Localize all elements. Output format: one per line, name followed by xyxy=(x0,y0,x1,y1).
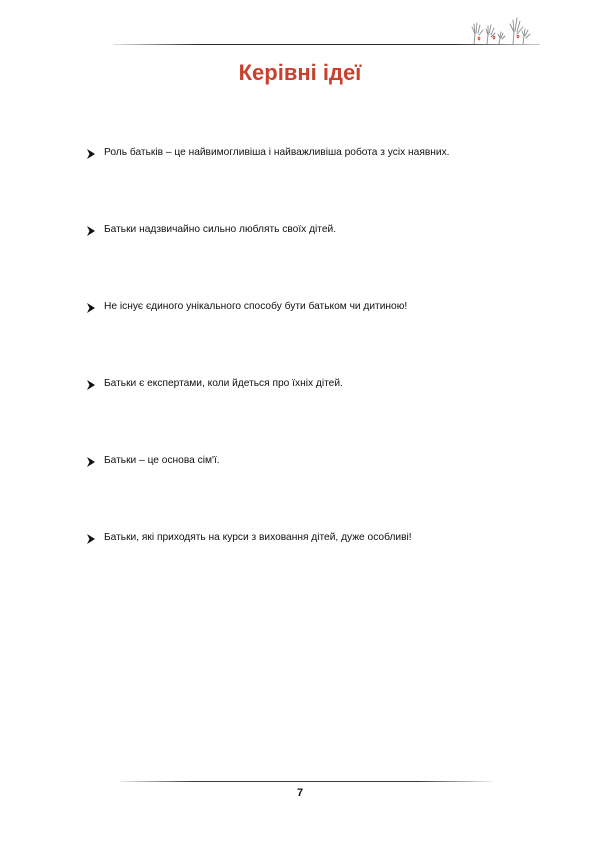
page-title: Керівні ідеї xyxy=(238,60,362,85)
header-divider xyxy=(113,44,540,45)
idea-text: Роль батьків – це найвимогливіша і найважливіша робота з усіх наявних. xyxy=(104,147,450,158)
list-item xyxy=(86,300,556,377)
list-item xyxy=(86,454,556,531)
arrow-bullet-icon xyxy=(86,302,104,314)
arrow-bullet-icon xyxy=(86,148,104,160)
arrow-bullet-icon xyxy=(86,533,104,545)
list-item xyxy=(86,531,556,608)
list-item xyxy=(86,223,556,300)
arrow-bullet-icon xyxy=(86,379,104,391)
idea-text: Батьки надзвичайно сильно люблять своїх дітей. xyxy=(104,224,337,235)
list-item xyxy=(86,377,556,454)
idea-text: Не існує єдиного унікального способу бути батьком чи дитиною! xyxy=(104,301,408,312)
page-number: 7 xyxy=(296,787,304,799)
arrow-bullet-icon xyxy=(86,225,104,237)
idea-text: Батьки – це основа сім'ї. xyxy=(104,455,220,466)
arrow-bullet-icon xyxy=(86,456,104,468)
footer-divider xyxy=(120,781,492,782)
ideas-list xyxy=(86,146,556,608)
list-item xyxy=(86,146,556,223)
idea-text: Батьки є експертами, коли йдеться про їхніх дітей. xyxy=(104,378,343,389)
hands-logo-icon xyxy=(470,10,532,46)
idea-text: Батьки, які приходять на курси з виховання дітей, дуже особливі! xyxy=(104,532,412,543)
